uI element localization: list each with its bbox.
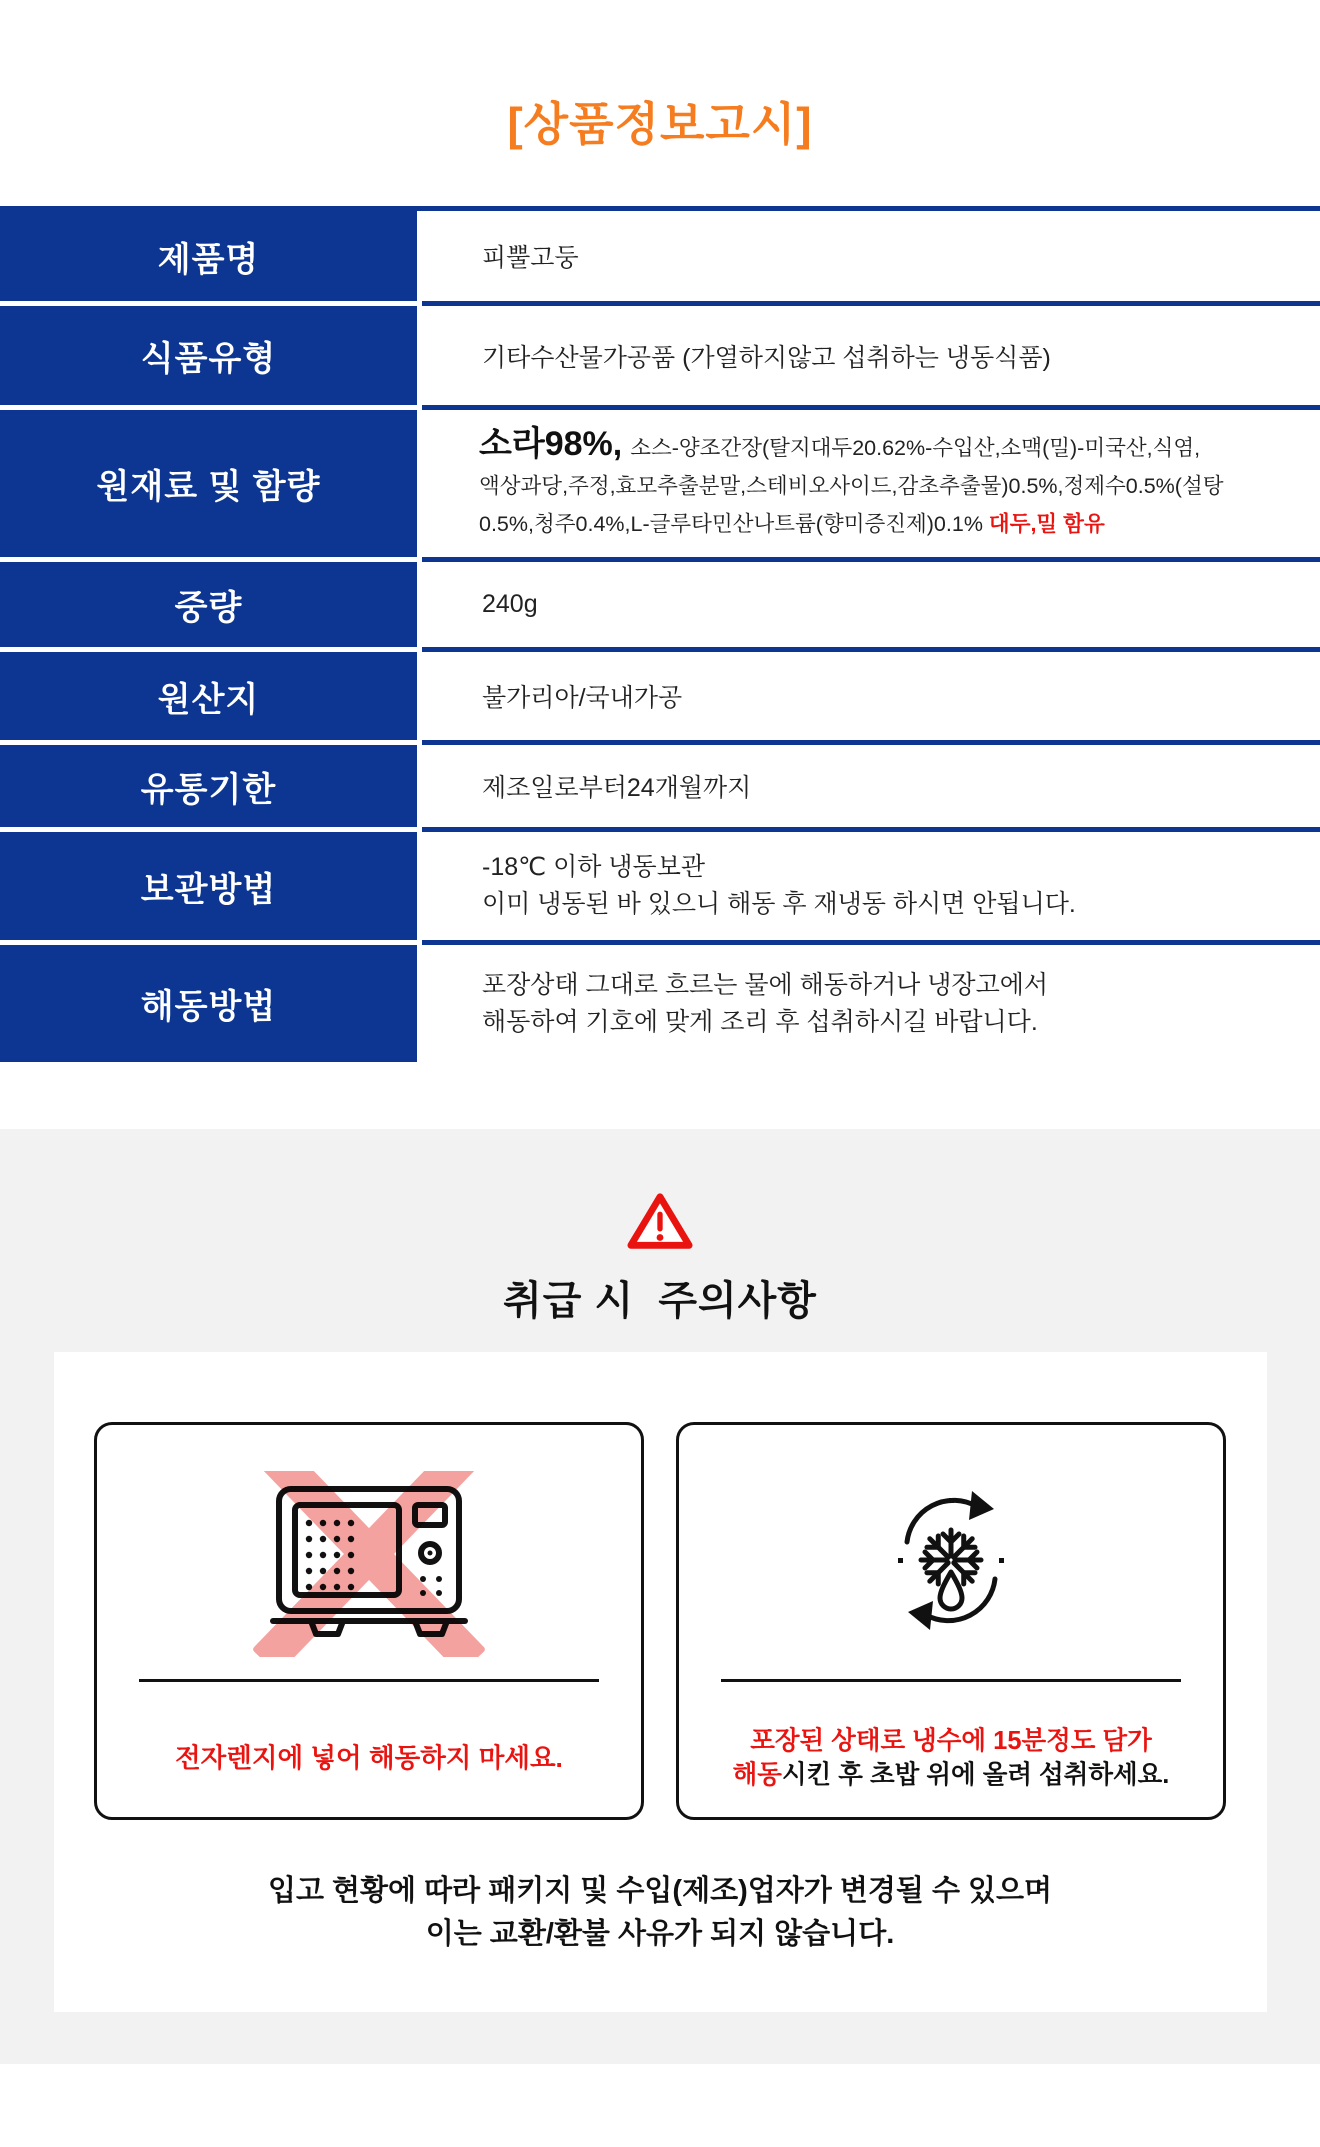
row-label: 원산지 <box>0 652 417 745</box>
ingredients-line-3 <box>479 505 1292 543</box>
page-title: [상품정보고시] <box>507 98 813 150</box>
thaw-text-line-1: 포장된 상태로 냉수에 15분정도 담가 <box>750 1727 1152 1755</box>
row-value <box>422 410 1320 562</box>
table-row-ingredients <box>0 410 1320 562</box>
product-info-table <box>0 206 1320 1062</box>
allergen-notice: 대두,밀 함유 <box>988 511 1105 536</box>
row-label: 유통기한 <box>0 745 417 832</box>
main-ingredient: 소라98%, <box>479 424 623 463</box>
thaw-text-line-2 <box>679 1758 1223 1792</box>
card-divider <box>139 1679 599 1682</box>
red-x-overlay <box>252 1471 486 1657</box>
thawing-line-2: 해동하여 기호에 맞게 조리 후 섭취하시길 바랍니다. <box>482 1007 1038 1036</box>
thawing-line-1: 포장상태 그대로 흐르는 물에 해동하거나 냉장고에서 <box>482 970 1049 999</box>
table-row-weight <box>0 562 1320 652</box>
row-value <box>422 652 1320 745</box>
row-label: 식품유형 <box>0 306 417 410</box>
ingredients-line-1 <box>479 425 1292 467</box>
product-name-value: 피뿔고둥 <box>482 244 579 272</box>
row-value <box>422 211 1320 306</box>
thaw-instruction-text <box>679 1724 1223 1792</box>
weight-value: 240g <box>482 590 538 618</box>
row-label: 원재료 및 함량 <box>0 410 417 562</box>
thaw-keyword: 해동 <box>732 1761 782 1789</box>
row-label: 중량 <box>0 562 417 652</box>
table-row-origin <box>0 652 1320 745</box>
row-value <box>422 945 1320 1062</box>
note-line-1: 입고 현황에 따라 패키지 및 수입(제조)업자가 변경될 수 있으며 <box>267 1875 1053 1907</box>
caution-white-box <box>54 1352 1267 2012</box>
row-label: 해동방법 <box>0 945 417 1062</box>
thaw-text-rest: 시킨 후 초밥 위에 올려 섭취하세요. <box>781 1761 1170 1789</box>
row-value <box>422 745 1320 832</box>
ingredients-line-2: 액상과당,주정,효모추출분말,스테비오사이드,감초추출물)0.5%,정제수0.5%(설탕 <box>479 473 1224 498</box>
row-value <box>422 562 1320 652</box>
warning-triangle-icon <box>627 1191 693 1253</box>
row-value <box>422 832 1320 945</box>
table-row-product-name <box>0 211 1320 306</box>
card-divider <box>721 1679 1181 1682</box>
thaw-instruction-card <box>676 1422 1226 1820</box>
caution-section <box>0 1129 1320 2064</box>
no-microwave-text: 전자렌지에 넣어 해동하지 마세요. <box>175 1743 563 1773</box>
ingredient-detail-3: 0.5%,청주0.4%,L-글루타민산나트륨(향미증진제)0.1% <box>479 511 989 536</box>
table-row-food-type <box>0 306 1320 410</box>
row-value <box>422 306 1320 410</box>
row-label: 제품명 <box>0 211 417 306</box>
package-change-note <box>54 1870 1267 1956</box>
origin-value: 불가리아/국내가공 <box>482 684 683 712</box>
food-type-value: 기타수산물가공품 (가열하지않고 섭취하는 냉동식품) <box>482 343 1051 372</box>
shelf-life-value: 제조일로부터24개월까지 <box>482 774 752 802</box>
table-row-shelf-life <box>0 745 1320 832</box>
no-microwave-card <box>94 1422 644 1820</box>
row-label: 보관방법 <box>0 832 417 945</box>
table-row-thawing <box>0 945 1320 1062</box>
storage-line-2: 이미 냉동된 바 있으니 해동 후 재냉동 하시면 안됩니다. <box>482 890 1076 918</box>
thaw-cycle-snowflake-icon <box>679 1449 1223 1679</box>
caution-cards <box>54 1422 1267 1820</box>
microwave-crossed-icon <box>97 1449 641 1679</box>
table-row-storage <box>0 832 1320 945</box>
ingredient-detail-1: 소스-양조간장(탈지대두20.62%-수입산,소맥(밀)-미국산,식염, <box>630 435 1201 460</box>
storage-line-1: -18℃ 이하 냉동보관 <box>482 853 706 881</box>
note-line-2: 이는 교환/환불 사유가 되지 않습니다. <box>425 1918 895 1950</box>
caution-title: 취급 시 주의사항 <box>503 1279 817 1323</box>
